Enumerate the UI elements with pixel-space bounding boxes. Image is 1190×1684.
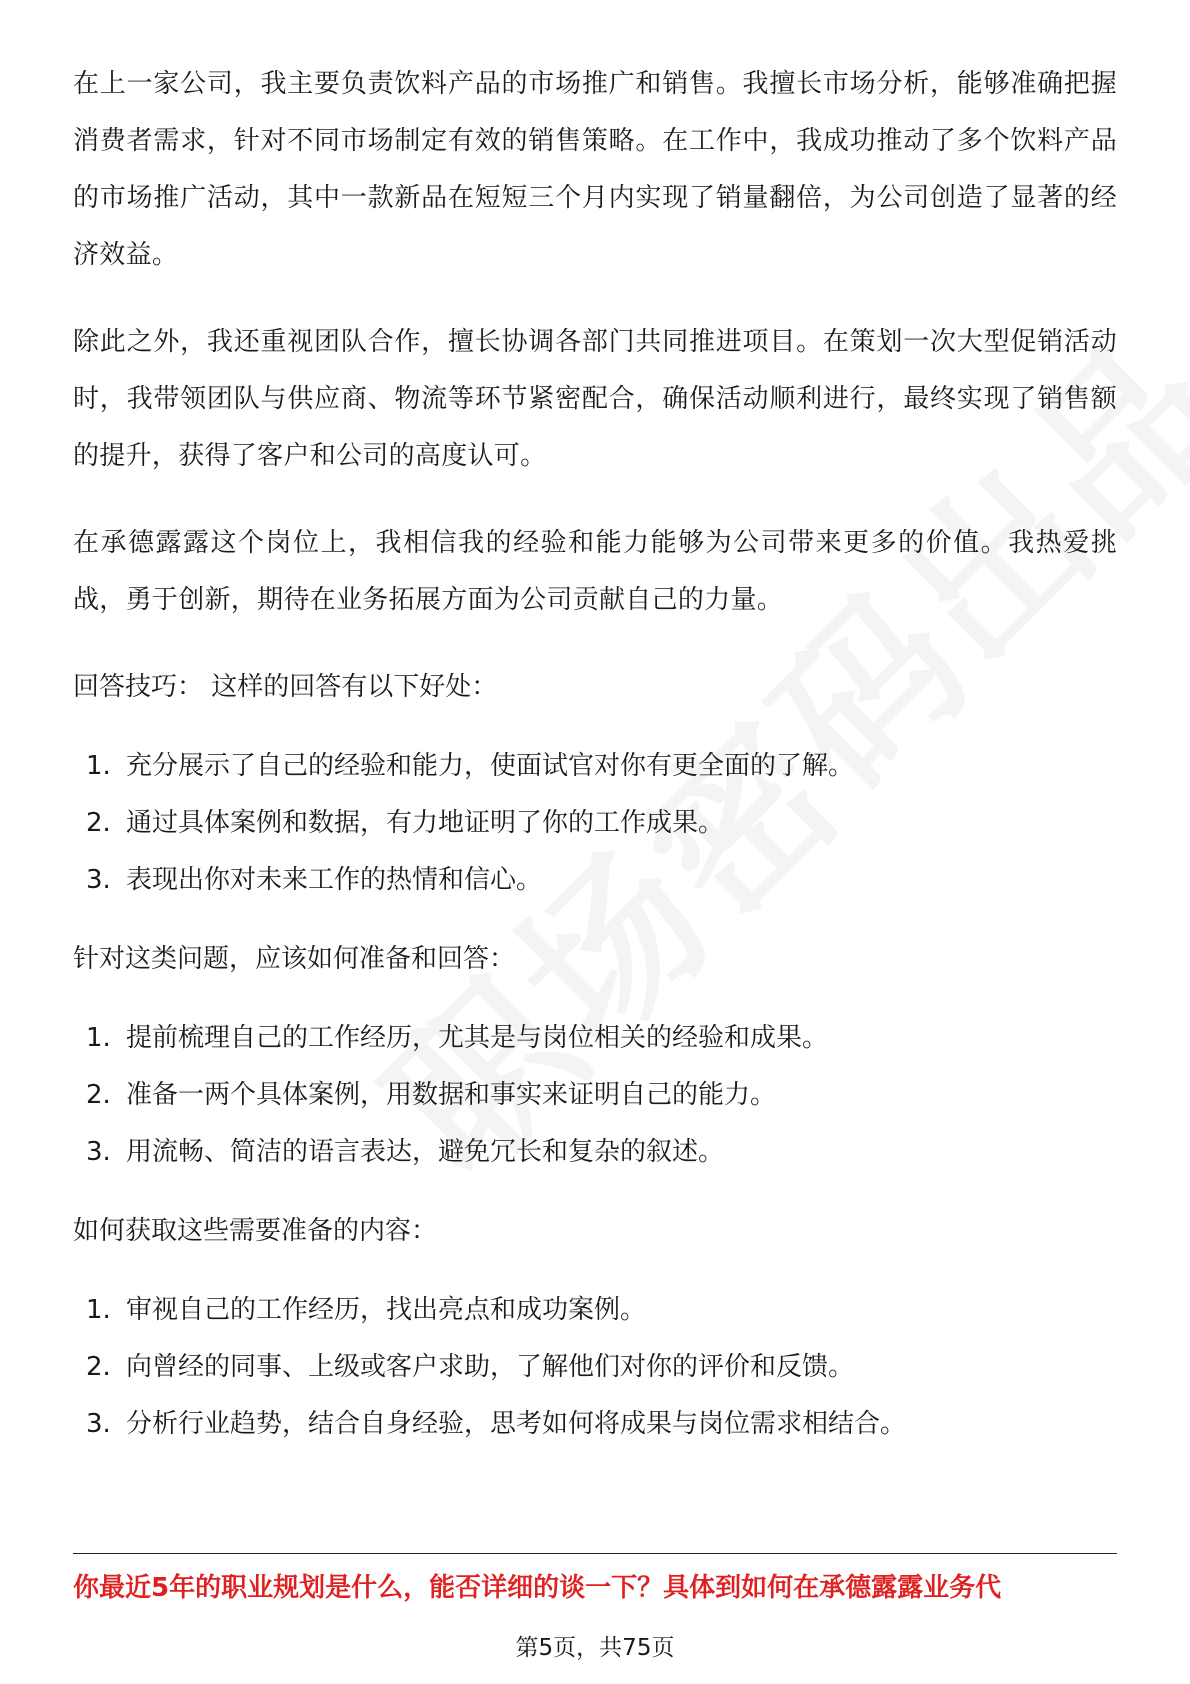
list-item-text: 表现出你对未来工作的热情和信心。 [126,865,543,895]
section-heading-prepare: 针对这类问题，应该如何准备和回答： [73,944,516,974]
list-number: 1. [86,751,111,781]
list-item-text: 用流畅、简洁的语言表达，避免冗长和复杂的叙述。 [126,1137,725,1167]
list-number: 2. [86,1352,111,1382]
list-item [73,852,1117,909]
list-number: 2. [86,1080,111,1110]
list-item-text: 提前梳理自己的工作经历，尤其是与岗位相关的经验和成果。 [126,1023,829,1053]
list-item-text: 充分展示了自己的经验和能力，使面试官对你有更全面的了解。 [126,751,855,781]
section-heading-tips: 回答技巧： 这样的回答有以下好处： [73,672,498,702]
prepare-list [73,1010,1117,1181]
list-number: 2. [86,808,111,838]
list-item [73,1339,1117,1396]
sources-list [73,1282,1117,1453]
list-item-text: 向曾经的同事、上级或客户求助，了解他们对你的评价和反馈。 [126,1352,855,1382]
list-number: 3. [86,1137,111,1167]
list-item [73,1396,1117,1453]
list-item [73,738,1117,795]
tips-list [73,738,1117,909]
list-item-text: 通过具体案例和数据，有力地证明了你的工作成果。 [126,808,725,838]
list-item [73,1067,1117,1124]
list-item-text: 审视自己的工作经历，找出亮点和成功案例。 [126,1295,647,1325]
section-divider [73,1553,1117,1554]
answer-paragraph-1: 在上一家公司，我主要负责饮料产品的市场推广和销售。我擅长市场分析，能够准确把握消费者需求，针对不同市场制定有效的销售策略。在工作中，我成功推动了多个饮料产品的市场推广活动，其中一款新品在短短三个月内实现了销量翻倍，为公司创造了显著的经济效益。 [73,69,1117,270]
list-number: 3. [86,865,111,895]
list-item [73,1282,1117,1339]
list-item-text: 准备一两个具体案例，用数据和事实来证明自己的能力。 [126,1080,777,1110]
list-item-text: 分析行业趋势，结合自身经验，思考如何将成果与岗位需求相结合。 [126,1409,907,1439]
answer-paragraph-3: 在承德露露这个岗位上，我相信我的经验和能力能够为公司带来更多的价值。我热爱挑战，勇于创新，期待在业务拓展方面为公司贡献自己的力量。 [73,528,1117,615]
answer-paragraph-2: 除此之外，我还重视团队合作，擅长协调各部门共同推进项目。在策划一次大型促销活动时，我带领团队与供应商、物流等环节紧密配合，确保活动顺利进行，最终实现了销售额的提升，获得了客户和公司的高度认可。 [73,327,1117,471]
page-content [73,56,1117,1475]
list-number: 1. [86,1023,111,1053]
list-item [73,795,1117,852]
list-number: 1. [86,1295,111,1325]
list-item [73,1010,1117,1067]
list-item [73,1124,1117,1181]
next-question-heading: 你最近5年的职业规划是什么，能否详细的谈一下？具体到如何在承德露露业务代 [73,1573,1002,1603]
list-number: 3. [86,1409,111,1439]
page-number: 第5页，共75页 [515,1635,675,1661]
section-heading-sources: 如何获取这些需要准备的内容： [73,1216,438,1246]
